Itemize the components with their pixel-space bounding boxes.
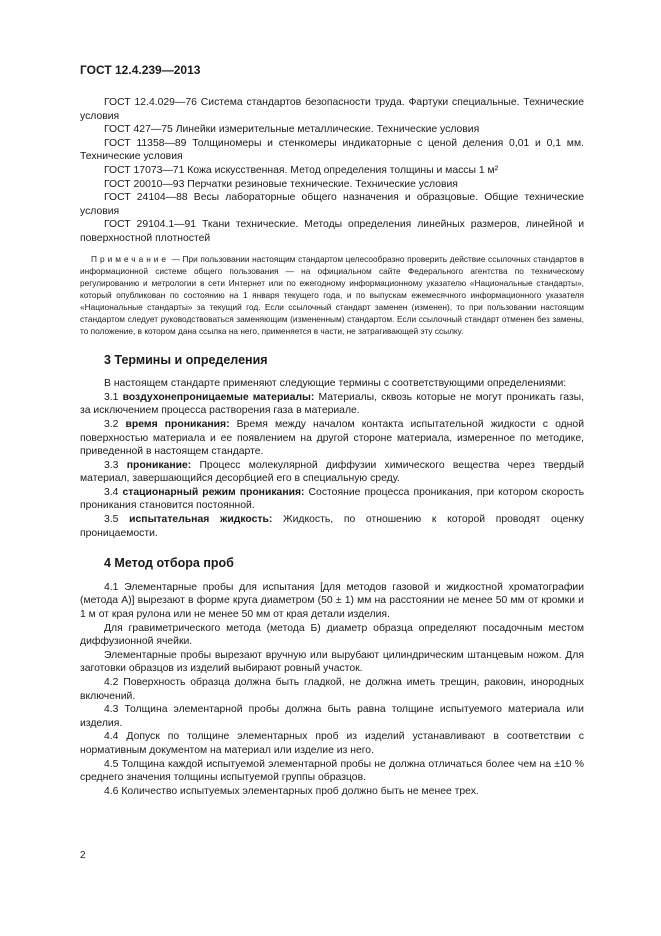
term-name: проникание: [126, 459, 192, 471]
term-definition: 3.3 проникание: Процесс молекулярной диффузии химического вещества через твердый материал, завершающийся десорбцией его в специальную среду. [80, 459, 585, 485]
reference-item: ГОСТ 20010—93 Перчатки резиновые технические. Технические условия [104, 178, 458, 190]
section-4-paragraph: 4.2 Поверхность образца должна быть гладкой, не должна иметь трещин, раковин, инородных включений. [80, 677, 584, 702]
term-definition: 3.2 время проникания: Время между началом контакта испытательной жидкости с одной поверхностью материала и ее появлением на другой стороне материала, измеренное по методике, приведенной в настоящем стандарте. [80, 418, 585, 458]
note-text: — При пользовании настоящим стандартом целесообразно проверить действие ссылочных стандартов в информационной системе общего пользования — на официальном сайте Федерального агентства по техническому регулированию и метрологии в сети Интернет или по ежегодному информационному указателю «Национальные стандарты», который опубликован по состоянию на 1 января текущего года, и по выпускам ежемесячного информационного указателя «Национальные стандарты» за текущий год. Если ссылочный стандарт заменен (изменен), то при пользовании настоящим стандартом следует руководствоваться заменяющим (измененным) стандартом. Если ссылочный стандарт отменен без замены, то положение, в котором дана ссылка на него, применяется в части, не затрагивающей эту ссылку. [80, 253, 584, 336]
section-3-title: 3 Термины и определения [104, 352, 268, 367]
page-number: 2 [80, 850, 86, 861]
term-name: стационарный режим проникания: [122, 486, 305, 498]
section-3-intro: В настоящем стандарте применяют следующие термины с соответствующими определениями: [104, 378, 567, 390]
section-4-paragraph: 4.1 Элементарные пробы для испытания [для методов газовой и жидкостной хроматографии (метода А)] вырезают в форме круга диаметром (50 ± 1) мм на расстоянии не менее 50 мм от кромки и 1 м от края рулона или не менее 50 мм от края детали изделия. [80, 581, 584, 621]
section-4-paragraph: 4.6 Количество испытуемых элементарных проб должно быть не менее трех. [104, 785, 479, 797]
term-definition: 3.4 стационарный режим проникания: Состояние процесса проникания, при котором скорость проникания становится постоянной. [80, 486, 584, 512]
reference-item: ГОСТ 427—75 Линейки измерительные металлические. Технические условия [104, 124, 480, 136]
term-name: воздухонепроницаемые материалы: [122, 391, 315, 403]
document-header: ГОСТ 12.4.239—2013 [80, 63, 201, 77]
term-name: испытательная жидкость: [129, 514, 273, 526]
reference-item: ГОСТ 29104.1—91 Ткани технические. Методы определения линейных размеров, линейной и поверхностной плотностей [80, 219, 584, 244]
references-list [80, 96, 584, 246]
reference-item: ГОСТ 24104—88 Весы лабораторные общего назначения и образцовые. Общие технические условия [80, 192, 584, 217]
term-definition: 3.1 воздухонепроницаемые материалы: Материалы, сквозь которые не могут проникать газы, за исключением процесса растворения газа в материале. [80, 391, 584, 417]
document-body [80, 96, 584, 798]
reference-item: ГОСТ 12.4.029—76 Система стандартов безопасности труда. Фартуки специальные. Технические условия [80, 97, 584, 122]
term-definition: 3.5 испытательная жидкость: Жидкость, по отношению к которой проводят оценку проницаемости. [80, 514, 584, 539]
section-4-paragraph: Для гравиметрического метода (метода Б) диаметр образца определяют посадочным местом диффузионной ячейки. [80, 622, 584, 648]
reference-item: ГОСТ 17073—71 Кожа искусственная. Метод определения толщины и массы 1 м² [104, 164, 499, 176]
note-label: Примечание [91, 253, 170, 264]
section-4-paragraph: Элементарные пробы вырезают вручную или вырубают цилиндрическим штанцевым ножом. Для заготовки образцов из изделий выбирают ровный участок. [80, 649, 584, 675]
section-4-paragraph: 4.4 Допуск по толщине элементарных проб из изделий устанавливают в соответствии с нормативным документом на материал или изделие из него. [80, 731, 584, 756]
note-paragraph [80, 253, 584, 337]
section-4-paragraph: 4.3 Толщина элементарной пробы должна быть равна толщине испытуемого материала или изделия. [80, 704, 584, 729]
section-4-title: 4 Метод отбора проб [104, 556, 234, 571]
reference-item: ГОСТ 11358—89 Толщиномеры и стенкомеры индикаторные с ценой деления 0,01 и 0,1 мм. Технические условия [80, 137, 584, 163]
section-4-paragraph: 4.5 Толщина каждой испытуемой элементарной пробы не должна отличаться более чем на ±10 % среднего значения толщины испытуемой группы образцов. [80, 758, 584, 784]
term-name: время проникания: [125, 418, 230, 430]
